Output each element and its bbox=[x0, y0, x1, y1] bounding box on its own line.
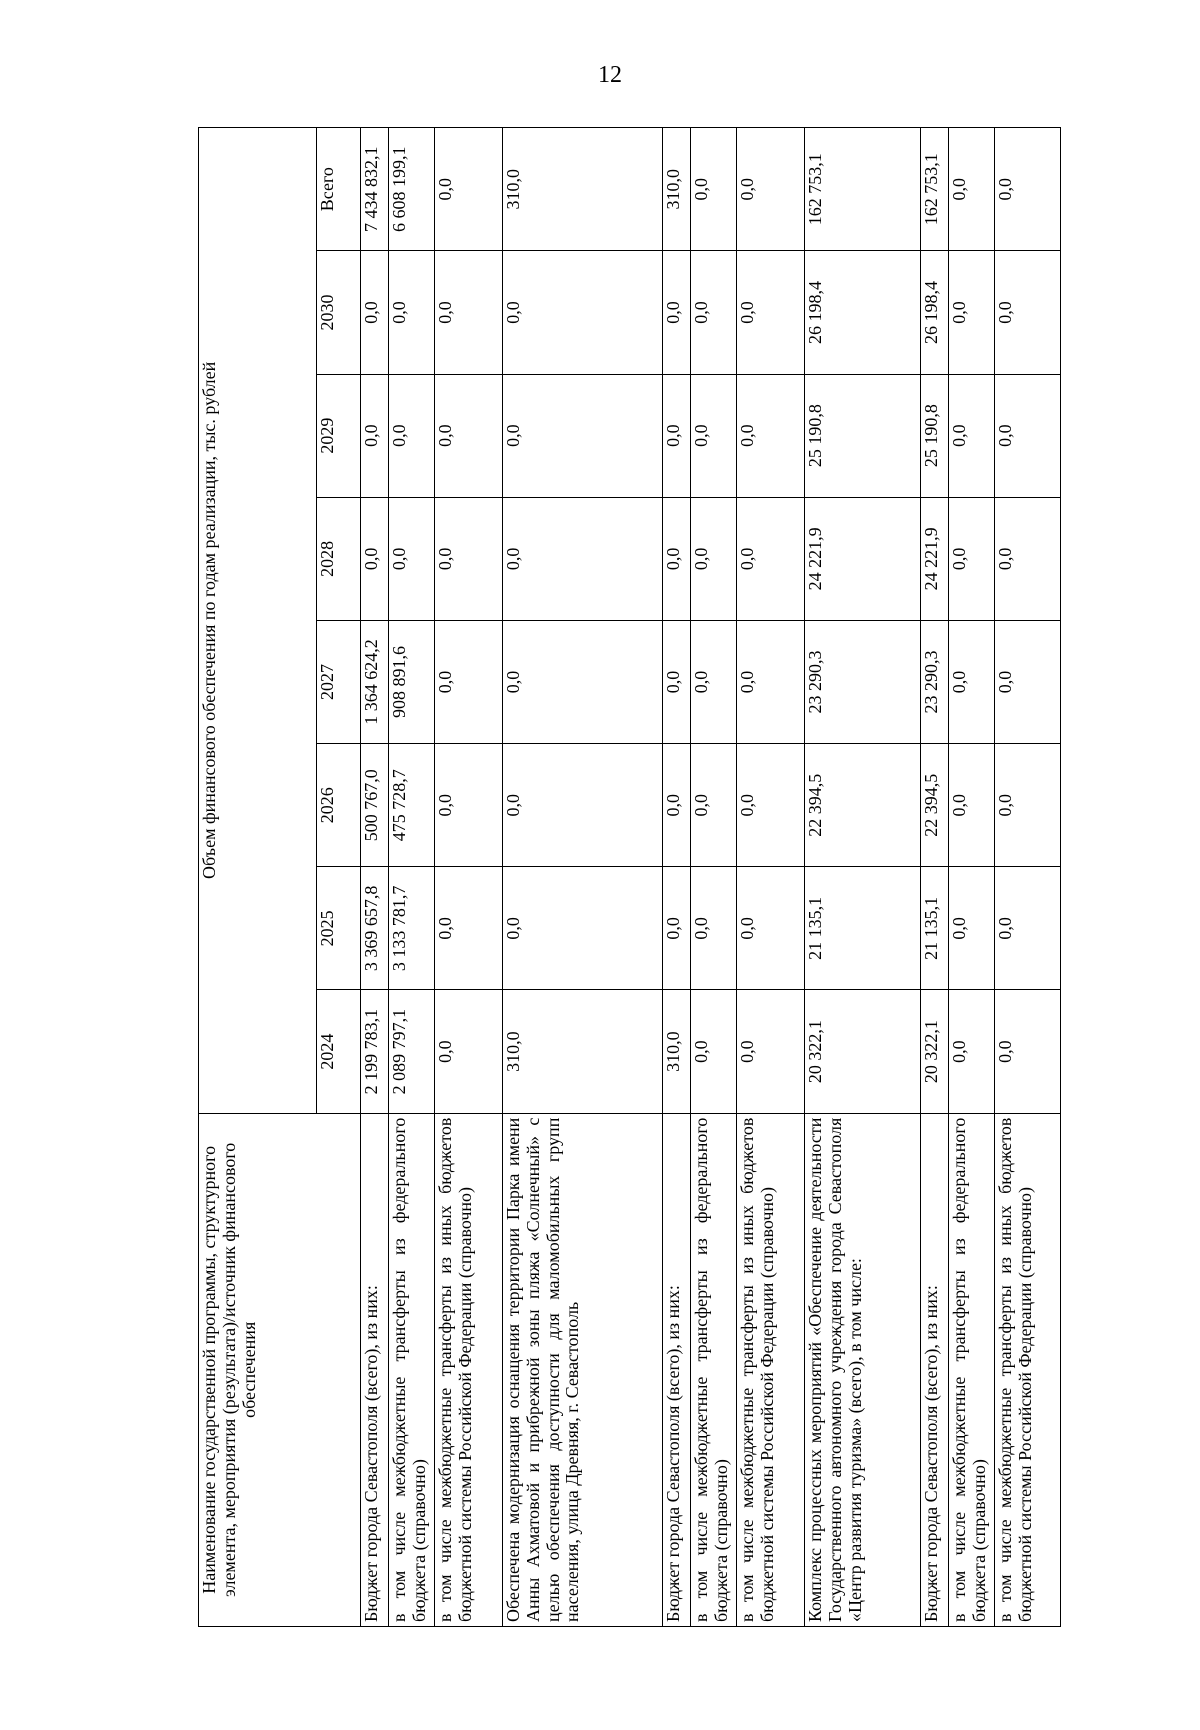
year-value-cell: 0,0 bbox=[435, 867, 503, 990]
year-value-cell: 0,0 bbox=[949, 251, 995, 374]
table-row bbox=[361, 128, 389, 1627]
year-value-cell: 0,0 bbox=[435, 374, 503, 497]
year-value-cell: 0,0 bbox=[995, 744, 1061, 867]
header-row-group bbox=[199, 128, 317, 1627]
year-value-cell: 0,0 bbox=[737, 744, 805, 867]
total-value-cell: 0,0 bbox=[435, 128, 503, 251]
table-row bbox=[737, 128, 805, 1627]
year-value-cell: 22 394,5 bbox=[805, 744, 921, 867]
year-value-cell: 2 199 783,1 bbox=[361, 990, 389, 1113]
year-value-cell: 0,0 bbox=[737, 867, 805, 990]
year-column-header: 2029 bbox=[317, 374, 361, 497]
financing-group-header: Объем финансового обеспечения по годам реализации, тыс. рублей bbox=[199, 128, 317, 1114]
year-value-cell: 475 728,7 bbox=[389, 744, 435, 867]
year-column-header: 2028 bbox=[317, 497, 361, 620]
year-value-cell: 2 089 797,1 bbox=[389, 990, 435, 1113]
year-value-cell: 0,0 bbox=[995, 374, 1061, 497]
row-name-cell: Обеспечена модернизация оснащения территории Парка имени Анны Ахматовой и прибрежной зоны пляжа «Солнечный» с целью обеспечения доступности для маломобильных групп населения, улица Древняя, г. Севастополь bbox=[503, 1113, 663, 1626]
year-value-cell: 26 198,4 bbox=[805, 251, 921, 374]
year-value-cell: 0,0 bbox=[361, 374, 389, 497]
total-value-cell: 310,0 bbox=[503, 128, 663, 251]
year-column-header: 2030 bbox=[317, 251, 361, 374]
year-value-cell: 0,0 bbox=[691, 374, 737, 497]
year-value-cell: 23 290,3 bbox=[921, 620, 949, 743]
year-value-cell: 0,0 bbox=[663, 744, 691, 867]
rotated-table-container bbox=[198, 127, 1058, 1627]
year-value-cell: 0,0 bbox=[435, 744, 503, 867]
total-value-cell: 0,0 bbox=[995, 128, 1061, 251]
year-value-cell: 310,0 bbox=[663, 990, 691, 1113]
year-value-cell: 0,0 bbox=[361, 497, 389, 620]
row-name-cell: в том числе межбюджетные трансферты из иных бюджетов бюджетной системы Российской Федерации (справочно) bbox=[737, 1113, 805, 1626]
year-value-cell: 0,0 bbox=[663, 374, 691, 497]
year-value-cell: 21 135,1 bbox=[921, 867, 949, 990]
year-value-cell: 0,0 bbox=[435, 620, 503, 743]
row-name-cell: Бюджет города Севастополя (всего), из них: bbox=[663, 1113, 691, 1626]
year-value-cell: 0,0 bbox=[691, 744, 737, 867]
row-name-cell: Комплекс процессных мероприятий «Обеспечение деятельности Государственного автономного учреждения города Севастополя «Центр развития туризма» (всего), в том числе: bbox=[805, 1113, 921, 1626]
year-value-cell: 24 221,9 bbox=[805, 497, 921, 620]
page-number: 12 bbox=[598, 62, 622, 88]
table-row bbox=[995, 128, 1061, 1627]
year-value-cell: 20 322,1 bbox=[805, 990, 921, 1113]
year-value-cell: 26 198,4 bbox=[921, 251, 949, 374]
year-value-cell: 0,0 bbox=[389, 374, 435, 497]
year-value-cell: 0,0 bbox=[691, 990, 737, 1113]
total-value-cell: 162 753,1 bbox=[921, 128, 949, 251]
year-value-cell: 3 133 781,7 bbox=[389, 867, 435, 990]
year-value-cell: 3 369 657,8 bbox=[361, 867, 389, 990]
year-value-cell: 0,0 bbox=[691, 867, 737, 990]
year-value-cell: 0,0 bbox=[663, 251, 691, 374]
year-value-cell: 0,0 bbox=[361, 251, 389, 374]
year-value-cell: 0,0 bbox=[691, 497, 737, 620]
year-value-cell: 0,0 bbox=[503, 497, 663, 620]
financing-table bbox=[198, 127, 1061, 1627]
year-value-cell: 0,0 bbox=[389, 251, 435, 374]
year-value-cell: 0,0 bbox=[737, 497, 805, 620]
year-value-cell: 0,0 bbox=[503, 620, 663, 743]
table-row bbox=[949, 128, 995, 1627]
total-value-cell: 0,0 bbox=[949, 128, 995, 251]
year-value-cell: 908 891,6 bbox=[389, 620, 435, 743]
year-value-cell: 0,0 bbox=[995, 867, 1061, 990]
year-value-cell: 0,0 bbox=[663, 497, 691, 620]
table-row bbox=[389, 128, 435, 1627]
year-value-cell: 0,0 bbox=[691, 620, 737, 743]
year-value-cell: 0,0 bbox=[435, 990, 503, 1113]
year-value-cell: 21 135,1 bbox=[805, 867, 921, 990]
total-value-cell: 6 608 199,1 bbox=[389, 128, 435, 251]
year-value-cell: 0,0 bbox=[503, 374, 663, 497]
total-column-header: Всего bbox=[317, 128, 361, 251]
year-column-header: 2025 bbox=[317, 867, 361, 990]
year-value-cell: 25 190,8 bbox=[805, 374, 921, 497]
row-name-cell: в том числе межбюджетные трансферты из иных бюджетов бюджетной системы Российской Федерации (справочно) bbox=[435, 1113, 503, 1626]
year-value-cell: 310,0 bbox=[503, 990, 663, 1113]
year-value-cell: 0,0 bbox=[503, 867, 663, 990]
year-value-cell: 0,0 bbox=[949, 620, 995, 743]
row-name-cell: в том числе межбюджетные трансферты из федерального бюджета (справочно) bbox=[949, 1113, 995, 1626]
year-value-cell: 24 221,9 bbox=[921, 497, 949, 620]
year-value-cell: 0,0 bbox=[995, 620, 1061, 743]
total-value-cell: 0,0 bbox=[737, 128, 805, 251]
year-value-cell: 25 190,8 bbox=[921, 374, 949, 497]
year-value-cell: 0,0 bbox=[949, 744, 995, 867]
total-value-cell: 162 753,1 bbox=[805, 128, 921, 251]
year-value-cell: 23 290,3 bbox=[805, 620, 921, 743]
row-name-cell: в том числе межбюджетные трансферты из федерального бюджета (справочно) bbox=[691, 1113, 737, 1626]
year-value-cell: 0,0 bbox=[691, 251, 737, 374]
year-value-cell: 0,0 bbox=[737, 620, 805, 743]
year-value-cell: 500 767,0 bbox=[361, 744, 389, 867]
row-name-cell: Бюджет города Севастополя (всего), из них: bbox=[921, 1113, 949, 1626]
row-name-cell: в том числе межбюджетные трансферты из иных бюджетов бюджетной системы Российской Федерации (справочно) bbox=[995, 1113, 1061, 1626]
table-row bbox=[921, 128, 949, 1627]
total-value-cell: 310,0 bbox=[663, 128, 691, 251]
year-value-cell: 0,0 bbox=[389, 497, 435, 620]
table-row bbox=[435, 128, 503, 1627]
year-value-cell: 0,0 bbox=[503, 744, 663, 867]
year-value-cell: 0,0 bbox=[995, 251, 1061, 374]
year-value-cell: 0,0 bbox=[663, 867, 691, 990]
year-column-header: 2024 bbox=[317, 990, 361, 1113]
table-body bbox=[361, 128, 1061, 1627]
row-name-cell: Бюджет города Севастополя (всего), из них: bbox=[361, 1113, 389, 1626]
year-value-cell: 0,0 bbox=[737, 990, 805, 1113]
year-column-header: 2027 bbox=[317, 620, 361, 743]
year-value-cell: 0,0 bbox=[995, 497, 1061, 620]
table-row bbox=[663, 128, 691, 1627]
year-value-cell: 0,0 bbox=[663, 620, 691, 743]
year-value-cell: 0,0 bbox=[737, 251, 805, 374]
year-value-cell: 22 394,5 bbox=[921, 744, 949, 867]
year-value-cell: 0,0 bbox=[435, 251, 503, 374]
year-value-cell: 0,0 bbox=[949, 497, 995, 620]
year-value-cell: 20 322,1 bbox=[921, 990, 949, 1113]
name-column-header: Наименование государственной программы, структурного элемента, мероприятия (результата)/источник финансового обеспечения bbox=[199, 1113, 361, 1626]
year-value-cell: 0,0 bbox=[995, 990, 1061, 1113]
year-value-cell: 0,0 bbox=[949, 867, 995, 990]
total-value-cell: 0,0 bbox=[691, 128, 737, 251]
year-value-cell: 0,0 bbox=[737, 374, 805, 497]
year-value-cell: 0,0 bbox=[949, 990, 995, 1113]
table-row bbox=[503, 128, 663, 1627]
year-column-header: 2026 bbox=[317, 744, 361, 867]
table-row bbox=[691, 128, 737, 1627]
table-row bbox=[805, 128, 921, 1627]
year-value-cell: 1 364 624,2 bbox=[361, 620, 389, 743]
row-name-cell: в том числе межбюджетные трансферты из федерального бюджета (справочно) bbox=[389, 1113, 435, 1626]
year-value-cell: 0,0 bbox=[949, 374, 995, 497]
total-value-cell: 7 434 832,1 bbox=[361, 128, 389, 251]
year-value-cell: 0,0 bbox=[503, 251, 663, 374]
year-value-cell: 0,0 bbox=[435, 497, 503, 620]
